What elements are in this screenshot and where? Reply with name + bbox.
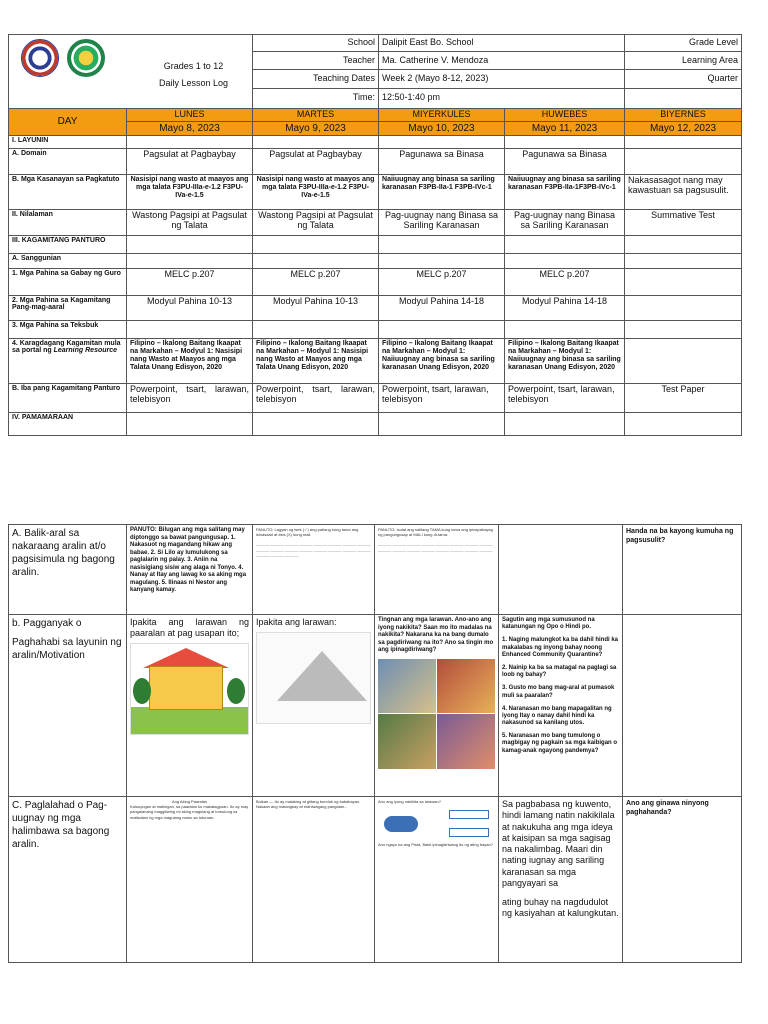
balik-aral-martes-text: PANUTO: Lagyan ng tsek (✓) ang patlang kung tama ang isinasaad at ekis (X) kung mali. xyxy=(256,527,359,538)
nilalaman-lunes: Wastong Pagsipi at Pagsulat ng Talata xyxy=(127,209,253,236)
domain-huwebes: Pagunawa sa Binasa xyxy=(505,149,625,175)
school-label: School xyxy=(253,35,379,52)
iba-lunes: Powerpoint, tsart, larawan, telebisyon xyxy=(127,383,253,413)
pangmag-biyernes xyxy=(625,295,742,321)
iba-martes: Powerpoint, tsart, larawan, telebisyon xyxy=(253,383,379,413)
pagganyak-label: b. Pagganyak o Paghahabi sa layunin ng aralin/Motivation xyxy=(9,615,127,797)
paglalahad-lunes: Ang Aking Paaralan Kaluuyugan at malinigan, sa paaralan ko makatagpuan. Ito ay may pangalanang maggiliwing mi aking magulang at tumutong sa matiwalan ng mga magulang namo sa tuturuan. xyxy=(127,797,253,963)
concept-diagram xyxy=(378,808,495,842)
date-martes: Mayo 9, 2023 xyxy=(253,121,379,135)
gabay-biyernes xyxy=(625,269,742,296)
kasanayan-miyerkules: Naiiuugnay ang binasa sa sariling karanasan F3PB-IIa-1 F3PB-IVc-1 xyxy=(379,175,505,210)
iba-huwebes: Powerpoint, tsart, larawan, telebisyon xyxy=(505,383,625,413)
kasanayan-lunes: Nasisipi nang wasto at maayos ang mga talata F3PU-IIIa-e-1.2 F3PU-IVa-e-1.5 xyxy=(127,175,253,210)
pangmag-martes: Modyul Pahina 10-13 xyxy=(253,295,379,321)
kasanayan-martes: Nasisipi nang wasto at maayos ang mga talata F3PU-IIIa-e-1.2 F3PU-IVa-e-1.5 xyxy=(253,175,379,210)
pagganyak-huwebes: Sagutin ang mga sumusunod na katanungan ng Opo o Hindi po. 1. Naging malungkot ka ba dahil hindi ka makalabas ng inyong bahay noong Enhanced Community Quarantine? 2. Nainip ka ba sa matagal na paglagi sa loob ng bahay? 3. Gusto mo bang mag-aral at pumasok mulì sa paaralan? 4. Naranasan mo bang mapagalitan ng iyong Itay o nanay dahil hindi ka nakasunod sa kanilang utos. 5. Naranasan mo bang tumulong o magbigay ng pagkain sa mga kaibigan o kamag-anak ngayong pandemya? xyxy=(499,615,623,797)
date-miyerkules: Mayo 10, 2023 xyxy=(379,121,505,135)
school-value: Dalipit East Bo. School xyxy=(379,35,625,52)
paglalahad-biyernes: Ano ang ginawa ninyong paghahanda? xyxy=(623,797,742,963)
gabay-lunes: MELC p.207 xyxy=(127,269,253,296)
day-lunes: LUNES xyxy=(127,108,253,121)
grade-level-label: Grade Level xyxy=(625,35,742,52)
teacher-value: Ma. Catherine V. Mendoza xyxy=(379,52,625,69)
daily-lesson-log-table xyxy=(8,34,742,436)
paglalahad-martes: Bulkan — Ito ay malaking at glitang bundok ng kababayan. Nasaan ang matangkay at mahiwagang pangalan... xyxy=(253,797,375,963)
school-picture xyxy=(130,643,249,735)
karagdagang-lunes: Filipino – Ikalong Baitang Ikaapat na Markahan – Modyul 1: Nasisipi nang Wasto at Maayos ang mga Talata Unang Edisyon, 2020 xyxy=(127,338,253,383)
balik-aral-lunes: PANUTO: Bilugan ang mga salitang may diptonggo sa bawat pangungusap. 1. Nakasuot ng magandang hikaw ang babae. 2. Si Lilo ay lumulukong sa paglalarin ng palay. 3. Aniin na nasisigiang sisiw ang alaga ni Tonyo. 4. Nanay at Itay ang lawag ko sa aking mga magulang. 5. Ilinaas ni Nestor ang kanyang kamay. xyxy=(127,525,253,615)
iba-miyerkules: Powerpoint, tsart, larawan, telebisyon xyxy=(379,383,505,413)
dll-title: Daily Lesson Log xyxy=(158,78,229,89)
balik-aral-biyernes: Handa na ba kayong kumuha ng pagsusulit? xyxy=(623,525,742,615)
procedure-table xyxy=(8,524,742,963)
header-logos-cell xyxy=(9,35,253,109)
teaching-dates-label: Teaching Dates xyxy=(253,69,379,88)
deped-seal-icon xyxy=(21,39,59,77)
kasanayan-biyernes: Nakasasagot nang may kawastuan sa pagsusulit. xyxy=(625,175,742,210)
date-lunes: Mayo 8, 2023 xyxy=(127,121,253,135)
festival-photos xyxy=(378,659,495,769)
pagganyak-miyerkules: Tingnan ang mga larawan. Ano-ano ang iyong nakikita? Saan mo ito madalas na nakikita? Nakarana ka na bang dumalo sa pagdiriwang na ito? Ano sa tingin mo ang ipinagdiriwang? xyxy=(375,615,499,797)
balik-aral-martes: PANUTO: Lagyan ng tsek (✓) ang patlang kung tama ang isinasaad at ekis (X) kung mali. ______ ______ ______ ______ ______ ______ ______ ______ ______ ______ ______ ______ ______ ______ ______ ______ ______ ______ ______ xyxy=(253,525,375,615)
pagganyak-martes: Ipakita ang larawan: xyxy=(253,615,375,797)
teksbuk-label: 3. Mga Pahina sa Teksbuk xyxy=(9,321,127,338)
balik-aral-label: A. Balik-aral sa nakaraang aralin at/o pagsisimula ng bagong aralin. xyxy=(9,525,127,615)
iba-biyernes: Test Paper xyxy=(625,383,742,413)
day-header: DAY xyxy=(9,108,127,136)
karagdagang-biyernes xyxy=(625,338,742,383)
kagamitan-label: III. KAGAMITANG PANTURO xyxy=(9,236,127,253)
paglalahad-huwebes: Sa pagbabasa ng kuwento, hindi lamang natin nakikilala at nakukuha ang mga ideya at kaisipan sa mga sagisag na nakalimbag. Maari din nating iugnay ang sariling karanasan sa mga pangyayari sa ating buhay na nagdudulot ng kasiyahan at kalungkutan. xyxy=(499,797,623,963)
nilalaman-huwebes: Pag-uugnay nang Binasa sa Sariling Karanasan xyxy=(505,209,625,236)
learning-area-label: Learning Area xyxy=(625,52,742,69)
day-biyernes: BIYERNES xyxy=(625,108,742,121)
day-martes: MARTES xyxy=(253,108,379,121)
balik-aral-miyerkules-text: PANUTO: Isulat ang salitang TAMA kung tama ang ipinapahayag ng pangungusap at MALI kung di-tama. xyxy=(378,527,493,538)
gabay-label: 1. Mga Pahina sa Gabay ng Guro xyxy=(9,269,127,296)
domain-label: A. Domain xyxy=(9,149,127,175)
paglalahad-label: C. Paglalahad o Pag-uugnay ng mga halimbawa sa bagong aralin. xyxy=(9,797,127,963)
gabay-martes: MELC p.207 xyxy=(253,269,379,296)
time-value: 12:50-1:40 pm xyxy=(379,89,625,108)
domain-lunes: Pagsulat at Pagbaybay xyxy=(127,149,253,175)
day-huwebes: HUWEBES xyxy=(505,108,625,121)
kasanayan-huwebes: Naiiuugnay ang binasa sa sariling karanasan F3PB-IIa-1F3PB-IVc-1 xyxy=(505,175,625,210)
gabay-huwebes: MELC p.207 xyxy=(505,269,625,296)
pangmag-lunes: Modyul Pahina 10-13 xyxy=(127,295,253,321)
iba-label: B. Iba pang Kagamitang Panturo xyxy=(9,383,127,413)
domain-miyerkules: Pagunawa sa Binasa xyxy=(379,149,505,175)
layunin-label: I. LAYUNIN xyxy=(9,136,127,149)
paglalahad-miyerkules: Ano ang iyong nakikita sa larawan? Ano ngayo ka ang Pista, Bakit ipinagdiriwang ito ng ating bayan? xyxy=(375,797,499,963)
date-huwebes: Mayo 11, 2023 xyxy=(505,121,625,135)
grades-title: Grades 1 to 12 xyxy=(163,61,224,72)
day-miyerkules: MIYERKULES xyxy=(379,108,505,121)
pagganyak-lunes: Ipakita ang larawan ng paaralan at pag usapan ito; xyxy=(127,615,253,797)
karagdagang-label: 4. Karagdagang Kagamitan mula sa portal ng Learning Resource xyxy=(9,338,127,383)
karagdagang-miyerkules: Filipino – Ikalong Baitang Ikaapat na Markahan – Modyul 1: Naiiuugnay ang binasa sa sariling karanasan Unang Edisyon, 2020 xyxy=(379,338,505,383)
domain-martes: Pagsulat at Pagbaybay xyxy=(253,149,379,175)
karagdagang-huwebes: Filipino – Ikalong Baitang Ikaapat na Markahan – Modyul 1: Naiiuugnay ang binasa sa sariling karanasan Unang Edisyon, 2020 xyxy=(505,338,625,383)
karagdagang-martes: Filipino – Ikalong Baitang Ikaapat na Markahan – Modyul 1: Nasisipi nang Wasto at Maayos ang mga Talata Unang Edisyon, 2020 xyxy=(253,338,379,383)
time-label: Time: xyxy=(253,89,379,108)
date-biyernes: Mayo 12, 2023 xyxy=(625,121,742,135)
volcano-sketch xyxy=(256,632,371,724)
kasanayan-label: B. Mga Kasanayan sa Pagkatuto xyxy=(9,175,127,210)
nilalaman-miyerkules: Pag-uugnay nang Binasa sa Sariling Karanasan xyxy=(379,209,505,236)
school-logo-icon xyxy=(67,39,105,77)
pangmag-huwebes: Modyul Pahina 14-18 xyxy=(505,295,625,321)
teacher-label: Teacher xyxy=(253,52,379,69)
nilalaman-biyernes: Summative Test xyxy=(625,209,742,236)
teaching-dates-value: Week 2 (Mayo 8-12, 2023) xyxy=(379,69,625,88)
pangmag-label: 2. Mga Pahina sa Kagamitang Pang-mag-aaral xyxy=(9,295,127,321)
balik-aral-miyerkules: PANUTO: Isulat ang salitang TAMA kung tama ang ipinapahayag ng pangungusap at MALI kung di-tama. ______ ______ ______ ______ ______ ______ ______ ______ ______ ______ ______ ______ ______ ______ ______ ______ xyxy=(375,525,499,615)
gabay-miyerkules: MELC p.207 xyxy=(379,269,505,296)
sanggunian-label: A. Sanggunian xyxy=(9,253,127,268)
pamamaraan-label: IV. PAMAMARAAN xyxy=(9,413,127,436)
quarter-label: Quarter xyxy=(625,69,742,88)
domain-biyernes xyxy=(625,149,742,175)
nilalaman-label: II. Nilalaman xyxy=(9,209,127,236)
pangmag-miyerkules: Modyul Pahina 14-18 xyxy=(379,295,505,321)
nilalaman-martes: Wastong Pagsipi at Pagsulat ng Talata xyxy=(253,209,379,236)
